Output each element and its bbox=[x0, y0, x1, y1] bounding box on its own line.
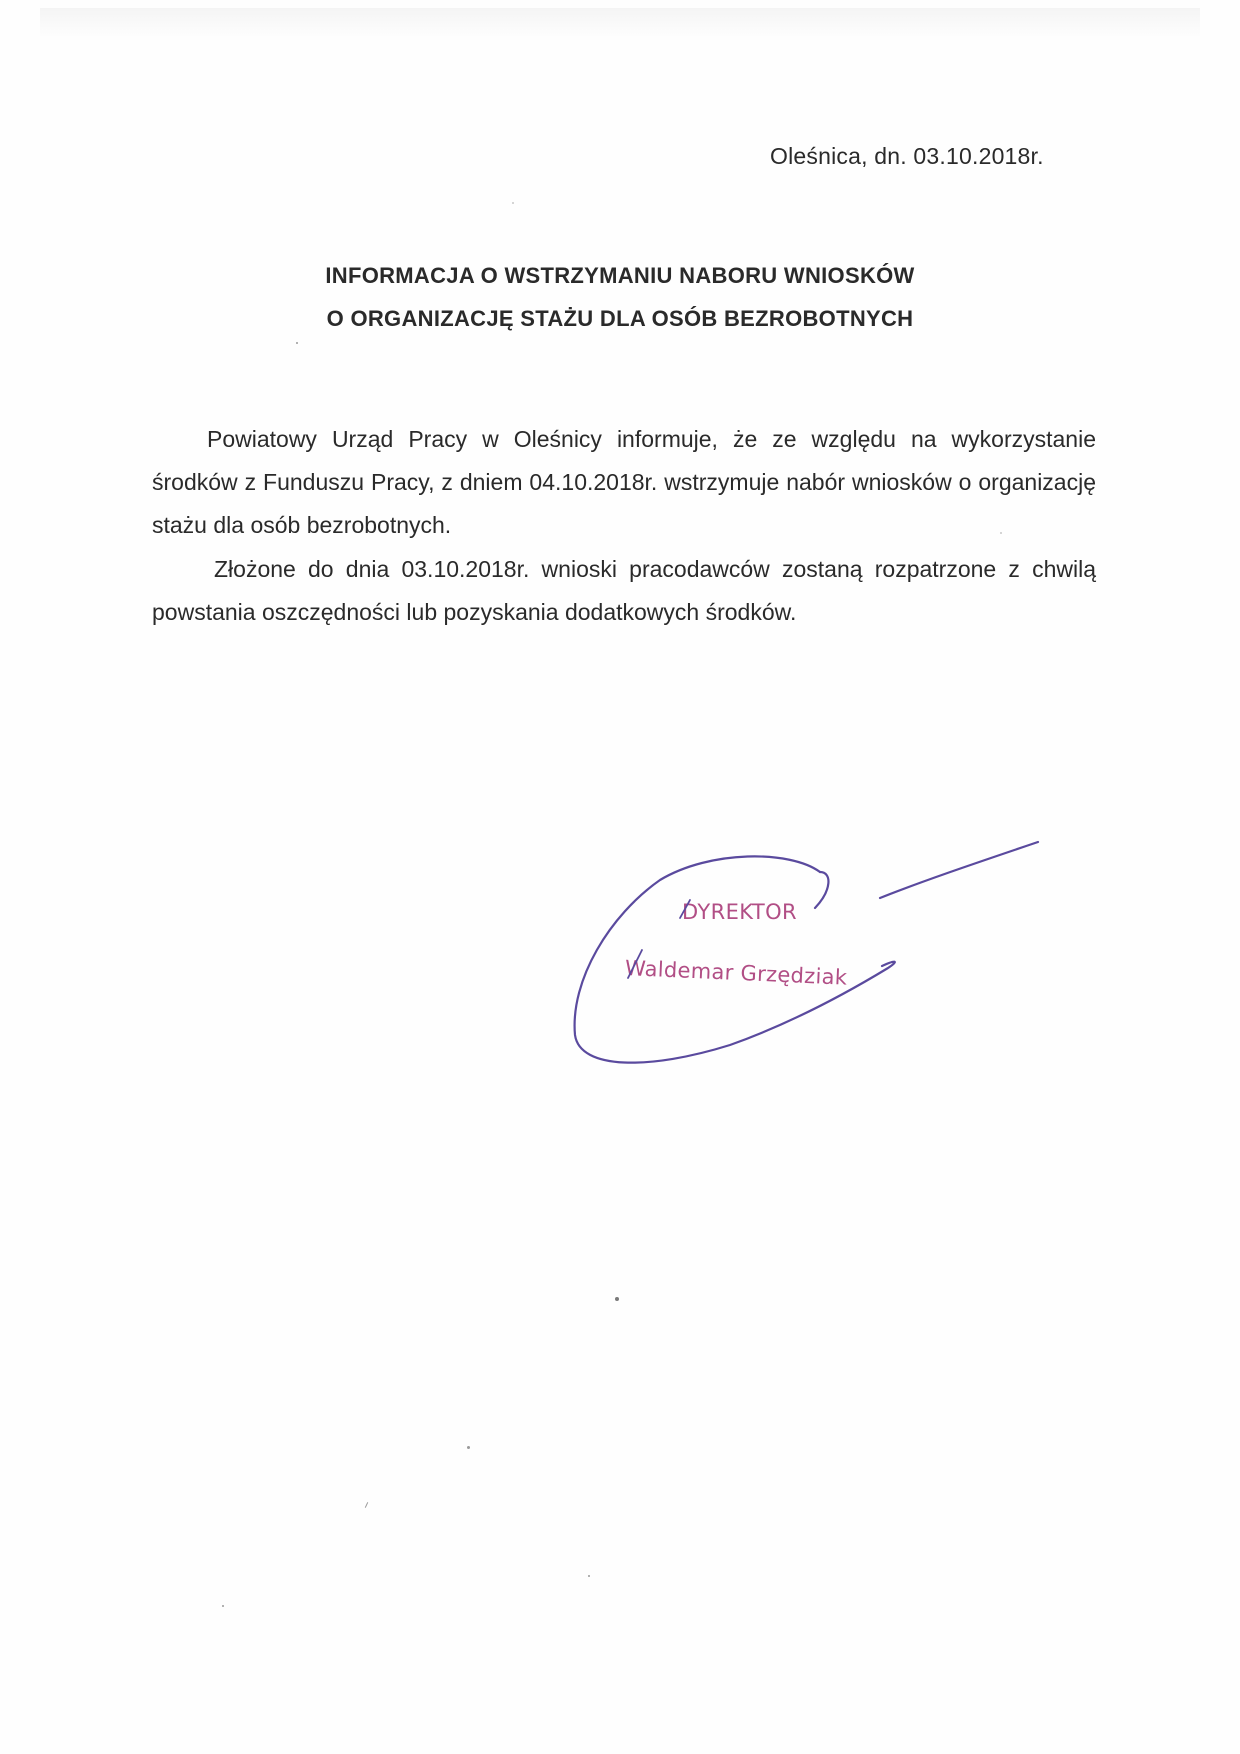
scan-speck bbox=[512, 202, 514, 204]
place-and-date: Oleśnica, dn. 03.10.2018r. bbox=[770, 143, 1044, 169]
scan-speck bbox=[615, 1297, 619, 1301]
scan-speck bbox=[365, 1502, 368, 1508]
stamp-d-overstroke bbox=[680, 900, 690, 918]
scan-speck bbox=[588, 1575, 590, 1577]
signature-dash-stroke bbox=[880, 842, 1038, 898]
body-paragraph-2: Złożone do dnia 03.10.2018r. wnioski pracodawców zostaną rozpatrzone z chwilą powstania oszczędności lub pozyskania dodatkowych środków. bbox=[152, 556, 1096, 625]
stamp-w-overstroke bbox=[628, 950, 642, 978]
signature-loop-stroke bbox=[575, 856, 895, 1062]
scan-speck bbox=[1000, 532, 1002, 534]
stamp-name: Waldemar Grzędziak bbox=[624, 956, 848, 990]
scan-speck bbox=[467, 1446, 470, 1449]
scan-speck bbox=[222, 1605, 224, 1607]
scan-speck bbox=[296, 342, 298, 344]
handwritten-signature bbox=[570, 820, 1050, 1090]
document-title-line-2: O ORGANIZACJĘ STAŻU DLA OSÓB BEZROBOTNYCH bbox=[326, 306, 914, 331]
stamp-title: DYREKTOR bbox=[682, 900, 797, 924]
document-title-line-1: INFORMACJA O WSTRZYMANIU NABORU WNIOSKÓW bbox=[325, 263, 915, 288]
body-paragraph-1: Powiatowy Urząd Pracy w Oleśnicy informuje, że ze względu na wykorzystanie środków z Funduszu Pracy, z dniem 04.10.2018r. wstrzymuje nabór wniosków o organizację stażu dla osób bezrobotnych. bbox=[152, 426, 1096, 538]
scan-shadow bbox=[40, 8, 1200, 38]
signature-hook-stroke bbox=[815, 872, 828, 908]
